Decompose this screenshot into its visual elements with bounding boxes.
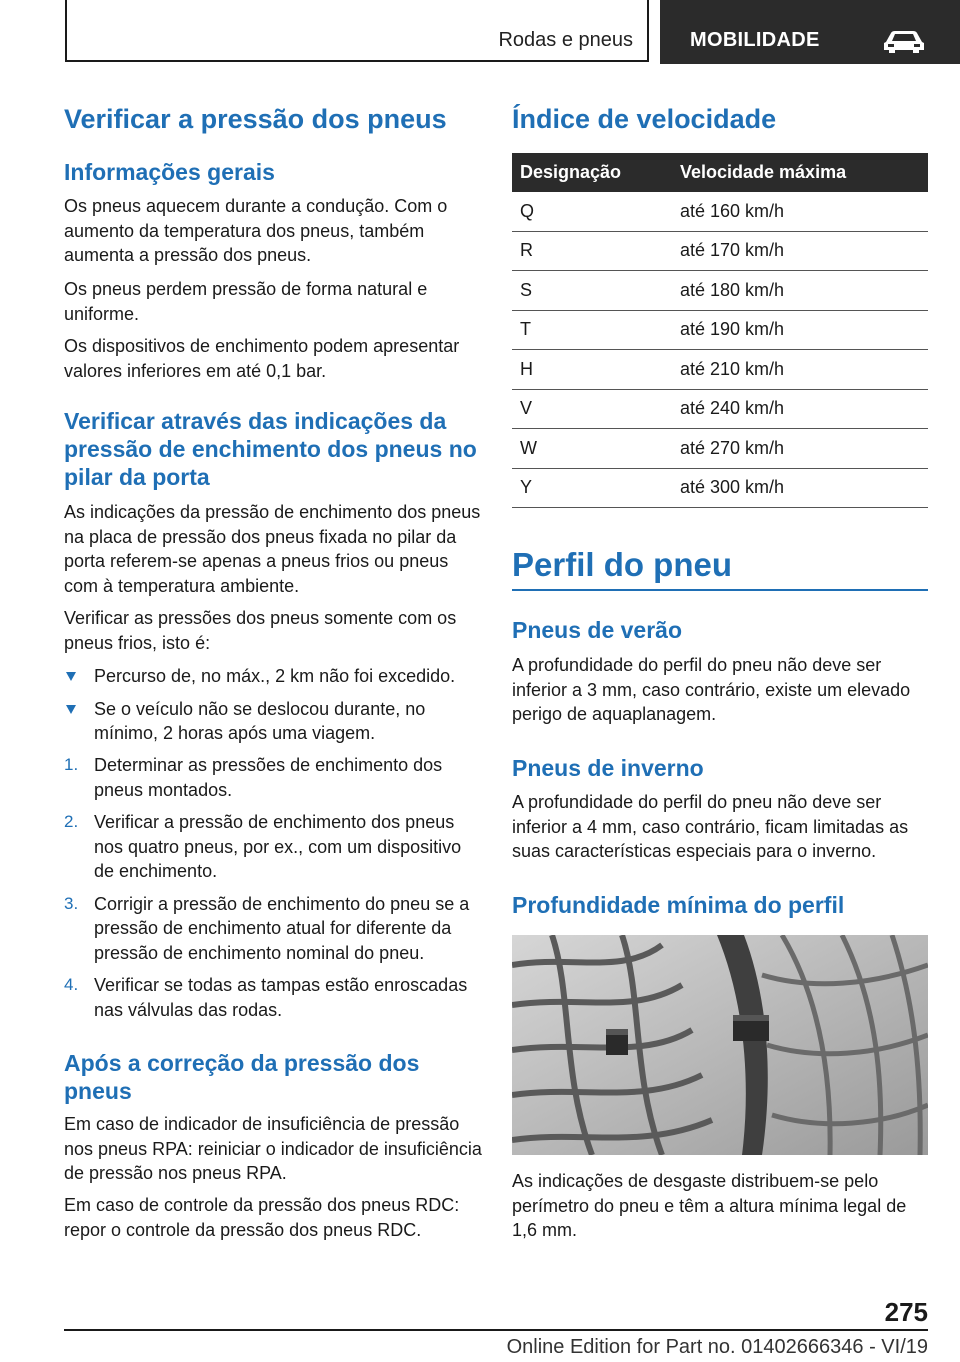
min-depth-heading: Profundidade mínima do perfil <box>512 892 845 918</box>
cold-tyre-conditions-list <box>64 664 480 746</box>
list-item <box>64 973 480 1022</box>
speed-cell: até 210 km/h <box>680 350 928 390</box>
tyre-profile-title: Perfil do pneu <box>512 545 928 591</box>
designation-cell: S <box>512 271 680 311</box>
speed-cell: até 190 km/h <box>680 310 928 350</box>
winter-tyres-text: A profundidade do perfil do pneu não deve ser inferior a 4 mm, caso contrário, ficam limitadas as suas características especiais para o inverno. <box>512 792 909 861</box>
summer-tyres-text: A profundidade do perfil do pneu não deve ser inferior a 3 mm, caso contrário, existe um elevado perigo de aquaplanagem. <box>512 655 911 724</box>
after-correction-heading: Após a correção da pressão dos pneus <box>64 1050 420 1104</box>
speed-cell: até 180 km/h <box>680 271 928 311</box>
pressure-section-title: Verificar a pressão dos pneus <box>64 104 447 134</box>
after-correction-paragraph-1: Em caso de indicador de insuficiência de pressão nos pneus RPA: reiniciar o indicador de insuficiência de pressão nos pneus RPA. <box>64 1114 482 1183</box>
wear-indicator-right <box>733 1015 769 1041</box>
speed-cell: até 300 km/h <box>680 468 928 508</box>
general-info-heading: Informações gerais <box>64 159 275 185</box>
general-info-paragraph-1: Os pneus aquecem durante a condução. Com o aumento da temperatura dos pneus, também aumenta a pressão dos pneus. <box>64 196 448 265</box>
list-item <box>64 753 480 802</box>
page-number: 275 <box>884 1297 928 1327</box>
designation-cell: V <box>512 389 680 429</box>
list-item-text: Determinar as pressões de enchimento dos pneus montados. <box>94 755 443 800</box>
column-header-designation: Designação <box>512 153 680 192</box>
list-item <box>64 697 480 746</box>
speed-index-table <box>512 153 928 508</box>
edition-note: Online Edition for Part no. 01402666346 - VI/19 <box>506 1336 928 1358</box>
list-item-text: Se o veículo não se deslocou durante, no mínimo, 2 horas após uma viagem. <box>94 698 426 743</box>
after-correction-paragraph-2: Em caso de controle da pressão dos pneus RDC: repor o controle da pressão dos pneus RDC. <box>64 1195 460 1240</box>
summer-tyres-heading: Pneus de verão <box>512 617 683 643</box>
chapter-title: MOBILIDADE <box>690 29 820 51</box>
table-row <box>512 192 928 231</box>
step-number: 2. <box>64 812 79 831</box>
speed-cell: até 270 km/h <box>680 429 928 469</box>
speed-cell: até 170 km/h <box>680 231 928 271</box>
table-row <box>512 350 928 390</box>
winter-tyres-heading: Pneus de inverno <box>512 755 704 781</box>
tyre-tread-illustration <box>512 935 928 1155</box>
step-number: 4. <box>64 975 79 994</box>
wear-indicator-caption: As indicações de desgaste distribuem-se pelo perímetro do pneu e têm a altura mínima legal de 1,6 mm. <box>512 1171 907 1240</box>
designation-cell: W <box>512 429 680 469</box>
door-pillar-paragraph-2: Verificar as pressões dos pneus somente com os pneus frios, isto é: <box>64 608 457 653</box>
step-number: 3. <box>64 893 79 913</box>
designation-cell: H <box>512 350 680 390</box>
designation-cell: T <box>512 310 680 350</box>
car-icon <box>882 28 926 54</box>
page-header <box>0 0 960 66</box>
chapter-tab <box>660 0 960 64</box>
door-pillar-heading: Verificar através das indicações da pressão de enchimento dos pneus no pilar da porta <box>64 408 477 490</box>
table-row <box>512 468 928 508</box>
table-header-row <box>512 153 928 192</box>
triangle-bullet-icon <box>66 705 76 714</box>
pressure-steps-list <box>64 753 480 1022</box>
speed-cell: até 160 km/h <box>680 192 928 231</box>
triangle-bullet-icon <box>66 672 76 681</box>
speed-index-title: Índice de velocidade <box>512 104 777 134</box>
wear-indicator-left <box>606 1029 628 1055</box>
general-info-paragraph-2: Os pneus perdem pressão de forma natural e uniforme. <box>64 279 428 324</box>
table-row <box>512 231 928 271</box>
table-row <box>512 271 928 311</box>
general-info-paragraph-3: Os dispositivos de enchimento podem apresentar valores inferiores em até 0,1 bar. <box>64 336 460 381</box>
speed-cell: até 240 km/h <box>680 389 928 429</box>
section-title: Rodas e pneus <box>498 29 633 51</box>
list-item-text: Percurso de, no máx., 2 km não foi excedido. <box>94 666 456 686</box>
list-item <box>64 810 480 884</box>
column-header-max-speed: Velocidade máxima <box>680 153 928 192</box>
list-item <box>64 664 480 689</box>
list-item-text: Corrigir a pressão de enchimento do pneu se a pressão de enchimento atual for diferente da pressão de enchimento nominal do pneu. <box>94 893 470 963</box>
list-item-text: Verificar a pressão de enchimento dos pneus nos quatro pneus, por ex., com um dispositivo de enchimento. <box>94 812 462 881</box>
footer-divider <box>64 1329 928 1331</box>
step-number: 1. <box>64 755 79 774</box>
door-pillar-paragraph-1: As indicações da pressão de enchimento dos pneus na placa de pressão dos pneus fixada no pilar da porta referem-se apenas a pneus frios ou pneus com à temperatura ambiente. <box>64 502 481 596</box>
list-item-text: Verificar se todas as tampas estão enroscadas nas válvulas das rodas. <box>94 975 468 1020</box>
table-row <box>512 389 928 429</box>
designation-cell: Y <box>512 468 680 508</box>
tread-wear-indicator-image <box>512 935 928 1155</box>
table-row <box>512 429 928 469</box>
table-row <box>512 310 928 350</box>
list-item <box>64 892 480 966</box>
designation-cell: Q <box>512 192 680 231</box>
section-tab <box>65 0 649 62</box>
designation-cell: R <box>512 231 680 271</box>
